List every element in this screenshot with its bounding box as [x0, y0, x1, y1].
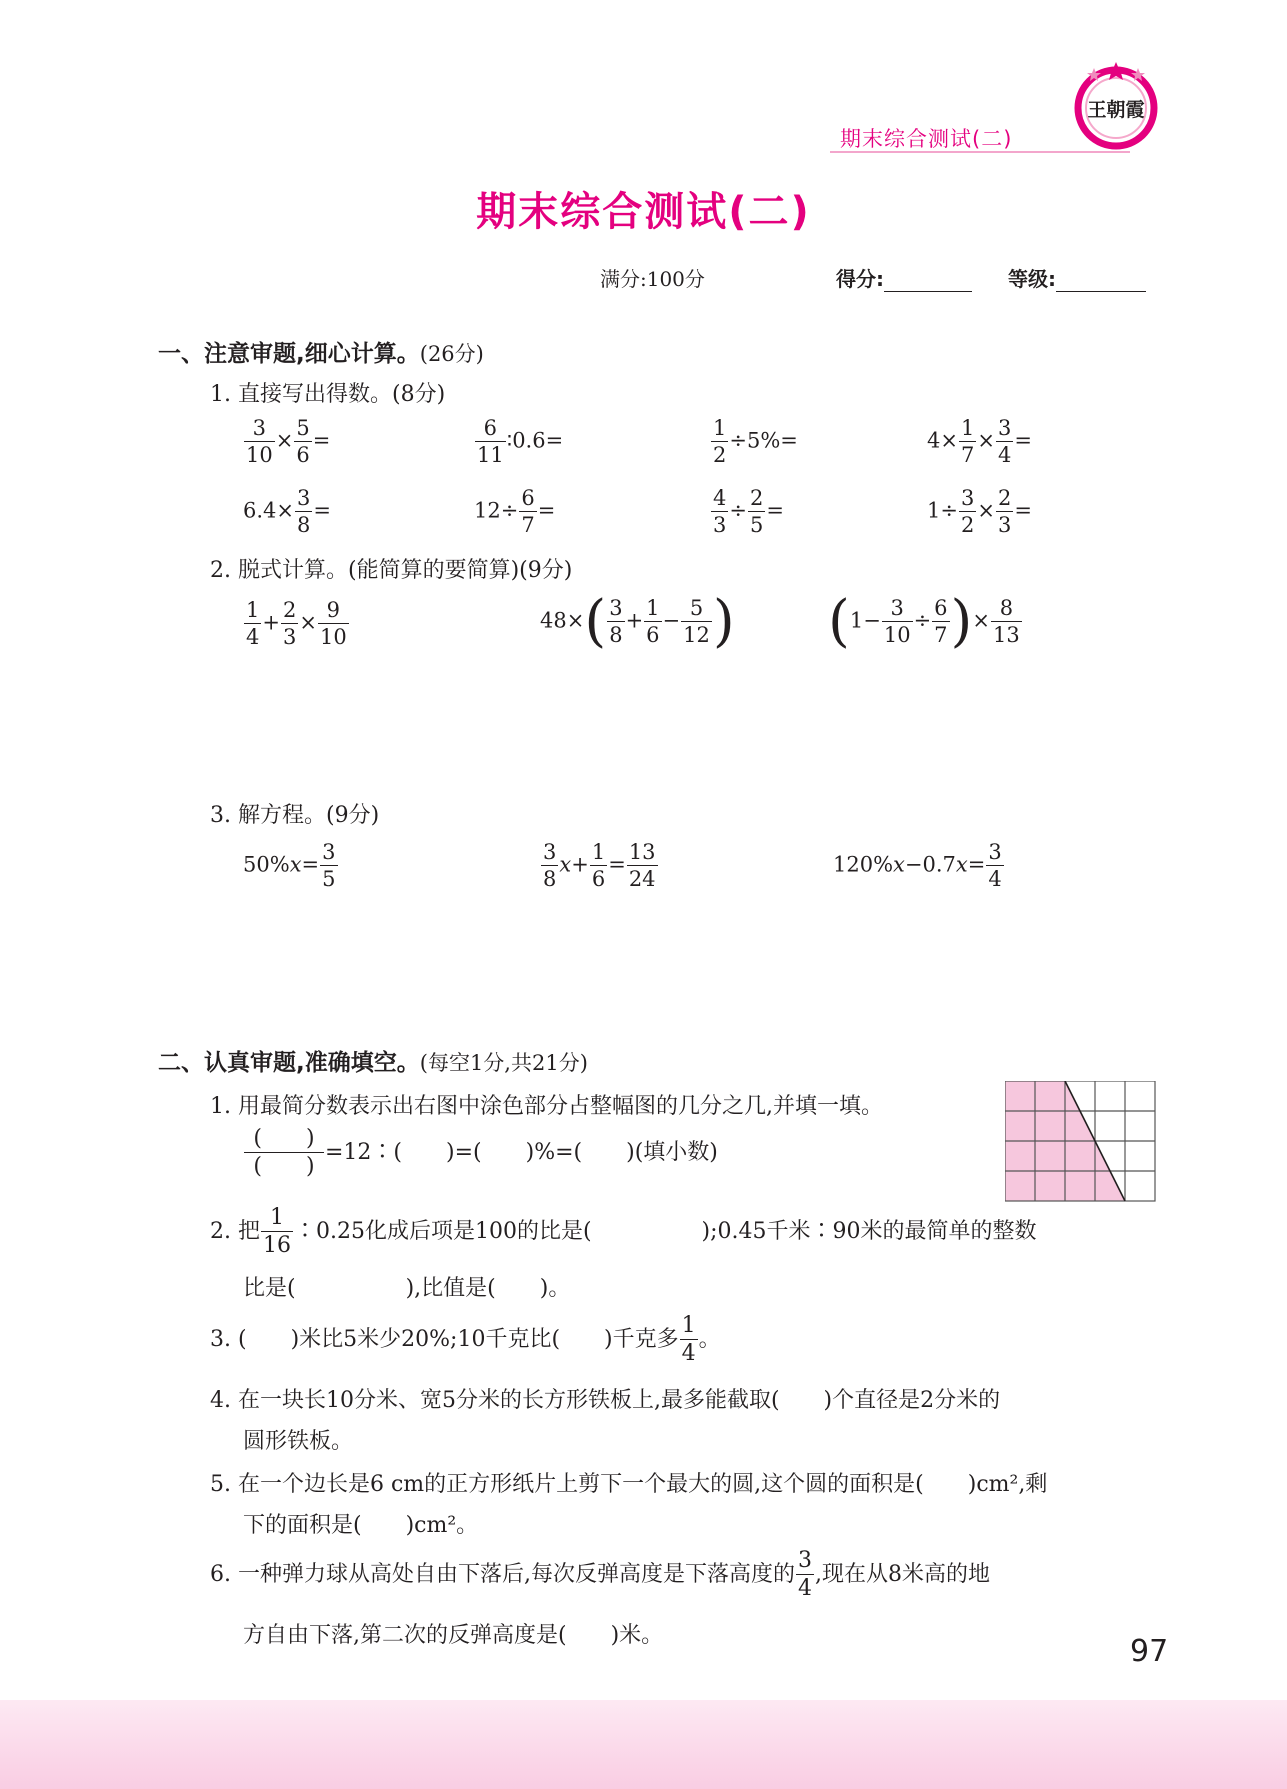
section-2-heading: 二、认真审题,准确填空。(每空1分,共21分) [158, 1050, 588, 1076]
equation-item: 120%x−0.7x= $\frac{3}{4}$ [833, 840, 1002, 891]
s2-q1-fill: ( ) ( ) =12∶( )=( )%=( )(填小数) [243, 1128, 718, 1178]
calc-item: 4× $\frac{1}{7}$ × $\frac{3}{4}$ = [927, 416, 1032, 467]
s2-q2-line1: 2. 把 $\frac{1}{16}$ ∶0.25化成后项是100的比是( );0.45千米∶90米的最简单的整数 [210, 1205, 1037, 1258]
running-title: 期末综合测试(二) [840, 127, 1013, 151]
s2-q4-line1: 4. 在一块长10分米、宽5分米的长方形铁板上,最多能截取( )个直径是2分米的 [210, 1388, 1001, 1413]
s2-q6-line2: 方自由下落,第二次的反弹高度是( )米。 [243, 1623, 664, 1648]
page-number: 97 [1130, 1634, 1169, 1669]
s2-q4-line2: 圆形铁板。 [243, 1429, 354, 1454]
s1-q1-title: 1. 直接写出得数。(8分) [210, 382, 446, 407]
calc-item: 12÷ $\frac{6}{7}$ = [474, 486, 556, 537]
header-rule [830, 151, 1130, 153]
logo-text: 王朝霞 [1087, 99, 1145, 121]
s1-q2-title: 2. 脱式计算。(能简算的要简算)(9分) [210, 558, 573, 583]
brand-logo [1070, 58, 1162, 150]
shaded-grid-figure [1005, 1081, 1157, 1203]
calc-item: $\frac{3}{10}$ × $\frac{5}{6}$ = [246, 416, 331, 467]
grade-label: 等级: [1008, 267, 1056, 291]
s2-q2-line2: 比是( ),比值是( )。 [243, 1276, 571, 1301]
calc-item: 48×( $\frac{3}{8}$ + $\frac{1}{6}$ − $\frac{5}{12}$ ) [540, 589, 735, 654]
s1-q3-title: 3. 解方程。(9分) [210, 803, 380, 828]
s2-q6-line1: 6. 一种弹力球从高处自由下落后,每次反弹高度是下落高度的 $\frac{3}{4}$ ,现在从8米高的地 [210, 1548, 990, 1601]
equation-item: 50%x= $\frac{3}{5}$ [243, 840, 336, 891]
equation-item: $\frac{3}{8}$ x+ $\frac{1}{6}$ = $\frac{13}{24}$ [543, 840, 656, 891]
s2-q5-line2: 下的面积是( )cm²。 [243, 1513, 479, 1538]
grade-field [1008, 263, 1146, 292]
s2-q1: 1. 用最简分数表示出右图中涂色部分占整幅图的几分之几,并填一填。 [210, 1094, 883, 1119]
full-marks: 满分:100分 [600, 267, 705, 291]
calc-item: 6.4× $\frac{3}{8}$ = [243, 486, 331, 537]
score-field [836, 263, 972, 292]
calc-item: $\frac{1}{4}$ + $\frac{2}{3}$ × $\frac{9}{10}$ [246, 598, 347, 649]
calc-item: $\frac{4}{3}$ ÷ $\frac{2}{5}$ = [713, 486, 784, 537]
grade-blank[interactable] [1056, 271, 1146, 292]
score-blank[interactable] [884, 271, 972, 292]
s2-q5-line1: 5. 在一个边长是6 cm的正方形纸片上剪下一个最大的圆,这个圆的面积是( )cm²,剩 [210, 1472, 1048, 1497]
section-1-heading: 一、注意审题,细心计算。(26分) [158, 341, 484, 367]
calc-item: (1− $\frac{3}{10}$ ÷ $\frac{6}{7}$ )× $\frac{8}{13}$ [828, 589, 1020, 654]
calc-item: $\frac{1}{2}$ ÷5%= [713, 416, 798, 467]
score-label: 得分: [836, 267, 884, 291]
calc-item: 1÷ $\frac{3}{2}$ × $\frac{2}{3}$ = [927, 486, 1032, 537]
page-title: 期末综合测试(二) [476, 189, 811, 235]
calc-item: $\frac{6}{11}$ ∶0.6= [477, 416, 564, 467]
s2-q3: 3. ( )米比5米少20%;10千克比( )千克多 $\frac{1}{4}$ 。 [210, 1313, 721, 1366]
footer-band [0, 1700, 1287, 1789]
